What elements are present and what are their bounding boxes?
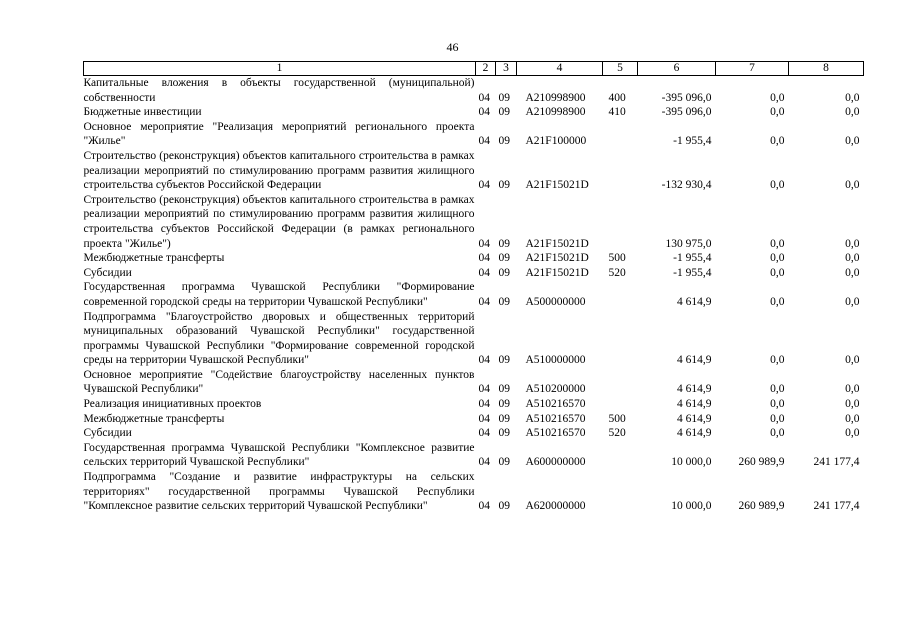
row-expense-type: 500 (608, 252, 626, 265)
row-section: 04 (478, 500, 490, 513)
table-row (84, 193, 864, 251)
row-section: 04 (478, 179, 490, 192)
row-value-col7: 0,0 (770, 135, 785, 148)
row-name: Бюджетные инвестиции (83, 106, 202, 119)
row-target-article: А210998900 (525, 91, 586, 104)
row-section: 04 (478, 398, 490, 411)
header-col-3: 3 (496, 62, 517, 76)
table-row (84, 105, 864, 120)
row-target-article: А620000000 (525, 500, 586, 513)
header-col-5: 5 (603, 62, 638, 76)
row-value-col7: 0,0 (770, 91, 785, 104)
row-value-col6: -395 096,0 (661, 106, 712, 119)
row-section: 04 (478, 252, 490, 265)
table-row (84, 368, 864, 397)
table-row (84, 120, 864, 149)
row-name: Межбюджетные трансферты (83, 412, 225, 425)
table-row (84, 441, 864, 470)
header-col-2: 2 (476, 62, 496, 76)
row-value-col8: 0,0 (845, 106, 860, 119)
row-value-col8: 0,0 (845, 398, 860, 411)
row-section: 04 (478, 354, 490, 367)
row-section: 04 (478, 427, 490, 440)
row-expense-type (603, 149, 638, 193)
row-target-article: А21F15021D (525, 252, 589, 265)
row-value-col6: -1 955,4 (673, 266, 712, 279)
row-name: Подпрограмма "Благоустройство дворовых и общественных территорий муниципальных образований Чувашской Республики" государственной программы Чувашской Республики "Формирование современной городской среды на территории Чувашской Республики" (83, 310, 475, 367)
row-section: 04 (478, 383, 490, 396)
row-value-col6: 4 614,9 (677, 412, 712, 425)
row-target-article: А510216570 (525, 427, 586, 440)
row-subsection: 09 (498, 295, 510, 308)
header-col-4: 4 (517, 62, 603, 76)
row-expense-type (603, 120, 638, 149)
row-target-article: А21F100000 (525, 135, 587, 148)
row-value-col6: 130 975,0 (665, 237, 712, 250)
row-target-article: А600000000 (525, 456, 586, 469)
row-target-article: А21F15021D (525, 237, 589, 250)
row-name: Капитальные вложения в объекты государственной (муниципальной) собственности (83, 77, 475, 104)
row-target-article: А510216570 (525, 412, 586, 425)
row-expense-type (603, 280, 638, 309)
row-target-article: А21F15021D (525, 179, 589, 192)
row-target-article: А210998900 (525, 106, 586, 119)
row-value-col7: 260 989,9 (738, 456, 785, 469)
table-row (84, 412, 864, 427)
row-value-col6: 4 614,9 (677, 383, 712, 396)
row-name: Межбюджетные трансферты (83, 252, 225, 265)
row-value-col8: 0,0 (845, 237, 860, 250)
page-number: 46 (446, 40, 459, 54)
row-target-article: А510000000 (525, 354, 586, 367)
row-name: Подпрограмма "Создание и развитие инфраструктуры на сельских территориях" государственной программы Чувашской Республики "Комплексное развитие сельских территорий Чувашской Республики" (83, 471, 475, 513)
row-value-col8: 0,0 (845, 266, 860, 279)
row-value-col8: 0,0 (845, 412, 860, 425)
row-value-col6: 10 000,0 (671, 456, 712, 469)
row-expense-type: 400 (608, 91, 626, 104)
row-subsection: 09 (498, 266, 510, 279)
row-target-article: А510200000 (525, 383, 586, 396)
row-value-col8: 241 177,4 (813, 456, 860, 469)
row-value-col8: 0,0 (845, 135, 860, 148)
row-value-col8: 241 177,4 (813, 500, 860, 513)
table-row (84, 251, 864, 266)
table-row (84, 280, 864, 309)
row-value-col6: 4 614,9 (677, 398, 712, 411)
row-subsection: 09 (498, 252, 510, 265)
table-row (84, 426, 864, 441)
row-value-col7: 0,0 (770, 383, 785, 396)
row-subsection: 09 (498, 237, 510, 250)
row-value-col6: -1 955,4 (673, 252, 712, 265)
row-section: 04 (478, 412, 490, 425)
row-value-col6: -132 930,4 (661, 179, 712, 192)
row-value-col8: 0,0 (845, 354, 860, 367)
table-row (84, 149, 864, 193)
row-section: 04 (478, 237, 490, 250)
row-value-col7: 0,0 (770, 295, 785, 308)
row-value-col7: 0,0 (770, 427, 785, 440)
row-name: Основное мероприятие "Реализация мероприятий регионального проекта "Жилье" (83, 120, 475, 148)
row-subsection: 09 (498, 412, 510, 425)
row-expense-type (603, 310, 638, 368)
row-section: 04 (478, 91, 490, 104)
row-subsection: 09 (498, 354, 510, 367)
budget-table (83, 61, 864, 514)
row-subsection: 09 (498, 135, 510, 148)
row-name: Государственная программа Чувашской Республики "Комплексное развитие сельских территорий Чувашской Республики" (83, 441, 475, 469)
row-expense-type (603, 397, 638, 412)
row-value-col7: 0,0 (770, 398, 785, 411)
row-name: Строительство (реконструкция) объектов капитального строительства в рамках реализации мероприятий по стимулированию программ развития жилищного строительства субъектов Российской Федерации (в рамках регионального проекта "Жилье") (83, 193, 475, 250)
row-expense-type (603, 368, 638, 397)
row-value-col8: 0,0 (845, 91, 860, 104)
row-expense-type (603, 441, 638, 470)
row-name: Реализация инициативных проектов (83, 398, 262, 411)
header-col-6: 6 (638, 62, 716, 76)
row-target-article: А21F15021D (525, 266, 589, 279)
row-expense-type (603, 470, 638, 514)
header-row (84, 62, 864, 76)
row-target-article: А510216570 (525, 398, 586, 411)
row-subsection: 09 (498, 91, 510, 104)
row-expense-type (603, 193, 638, 251)
row-value-col7: 0,0 (770, 237, 785, 250)
row-value-col8: 0,0 (845, 383, 860, 396)
row-value-col7: 0,0 (770, 179, 785, 192)
table-body (84, 76, 864, 514)
table-row (84, 397, 864, 412)
row-name: Государственная программа Чувашской Республики "Формирование современной городской среды на территории Чувашской Республики" (83, 281, 475, 308)
header-col-8: 8 (789, 62, 864, 76)
row-value-col8: 0,0 (845, 179, 860, 192)
row-name: Субсидии (83, 266, 132, 279)
row-value-col6: 4 614,9 (677, 427, 712, 440)
row-value-col6: -395 096,0 (661, 91, 712, 104)
row-section: 04 (478, 456, 490, 469)
row-value-col7: 0,0 (770, 106, 785, 119)
table-row (84, 76, 864, 106)
row-section: 04 (478, 266, 490, 279)
header-col-7: 7 (716, 62, 789, 76)
row-subsection: 09 (498, 398, 510, 411)
table-row (84, 266, 864, 281)
row-value-col7: 260 989,9 (738, 500, 785, 513)
row-subsection: 09 (498, 106, 510, 119)
row-value-col6: 4 614,9 (677, 295, 712, 308)
row-subsection: 09 (498, 179, 510, 192)
row-subsection: 09 (498, 456, 510, 469)
row-value-col8: 0,0 (845, 295, 860, 308)
row-value-col7: 0,0 (770, 412, 785, 425)
row-subsection: 09 (498, 383, 510, 396)
row-section: 04 (478, 135, 490, 148)
row-expense-type: 520 (608, 427, 626, 440)
row-name: Основное мероприятие "Содействие благоустройству населенных пунктов Чувашской Республики" (83, 368, 475, 396)
table-row (84, 470, 864, 514)
header-col-1: 1 (84, 62, 476, 76)
row-name: Субсидии (83, 427, 132, 440)
row-subsection: 09 (498, 427, 510, 440)
row-expense-type: 500 (608, 412, 626, 425)
row-expense-type: 410 (608, 106, 626, 119)
row-value-col8: 0,0 (845, 427, 860, 440)
table-row (84, 310, 864, 368)
row-name: Строительство (реконструкция) объектов капитального строительства в рамках реализации мероприятий по стимулированию программ развития жилищного строительства субъектов Российской Федерации (83, 149, 475, 192)
table-header (84, 62, 864, 76)
row-value-col6: 10 000,0 (671, 500, 712, 513)
row-value-col7: 0,0 (770, 266, 785, 279)
row-section: 04 (478, 295, 490, 308)
row-subsection: 09 (498, 500, 510, 513)
row-section: 04 (478, 106, 490, 119)
row-value-col6: 4 614,9 (677, 354, 712, 367)
row-target-article: А500000000 (525, 295, 586, 308)
row-value-col7: 0,0 (770, 354, 785, 367)
row-value-col7: 0,0 (770, 252, 785, 265)
row-value-col8: 0,0 (845, 252, 860, 265)
row-value-col6: -1 955,4 (673, 135, 712, 148)
row-expense-type: 520 (608, 266, 626, 279)
